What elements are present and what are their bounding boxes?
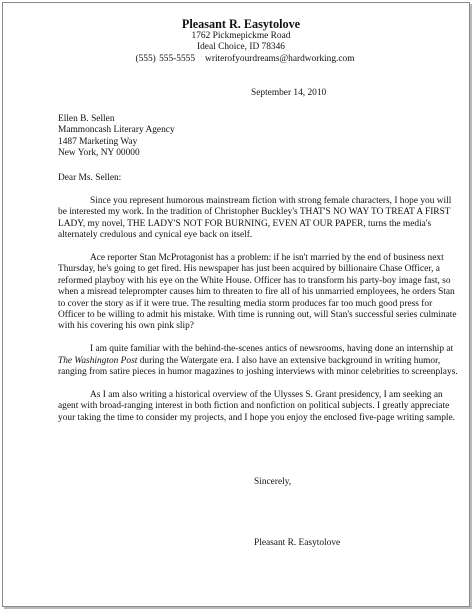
letter-page <box>2 2 470 607</box>
sender-contact <box>21 54 469 65</box>
letter-body <box>58 196 458 435</box>
recipient-agency: Mammoncash Literary Agency <box>58 125 175 136</box>
paragraph-synopsis: Ace reporter Stan McProtagonist has a problem: if he isn't married by the end of business next Thursday, he's going to get fired. His newspaper has just been acquired by billionaire Chase Officer, a reformed playboy with his eye on the White House. Officer has to transform his party-boy image fast, so when a misread teleprompter causes him to threaten to fire all of his unmarried employees, he orders Stan to cover the story as if it were true. The resulting media storm produces far too much good press for Officer to be willing to admit his mistake. With time is running out, will Stan's successful series culminate with his covering his own pink slip? <box>58 253 457 332</box>
recipient-street: 1487 Marketing Way <box>58 136 138 147</box>
paragraph-credentials-text-2: during the Watergate era. I also have an extensive background in writing humor, ranging from satire pieces in humor magazines to joshing interviews with minor celebrities to screenplays. <box>58 355 458 378</box>
letter-date: September 14, 2010 <box>251 88 327 98</box>
sender-city: Ideal Choice, ID 78346 <box>197 42 285 53</box>
recipient-name: Ellen B. Sellen <box>58 114 115 124</box>
sender-name: Pleasant R. Easytolove <box>181 17 301 31</box>
recipient-city: New York, NY 00000 <box>58 148 140 159</box>
signature-name: Pleasant R. Easytolove <box>254 538 341 548</box>
letterhead <box>3 17 469 65</box>
sender-phone: (555) 555-5555 <box>135 53 196 64</box>
paragraph-credentials <box>58 344 458 378</box>
sender-email: writerofyourdreams@hardworking.com <box>205 53 355 64</box>
sender-street: 1762 Pickmepickme Road <box>191 31 291 41</box>
salutation: Dear Ms. Sellen: <box>58 173 122 183</box>
publication-title: The Washington Post <box>58 355 138 366</box>
closing: Sincerely, <box>254 477 292 487</box>
recipient-address <box>58 114 175 160</box>
paragraph-intro: Since you represent humorous mainstream fiction with strong female characters, I hope you will be interested my work. In the tradition of Christopher Buckley's THAT'S NO WAY TO TREAT A FIRST LADY, my novel, THE LADY'S NOT FOR BURNING, EVEN AT OUR PAPER, turns the media's alternately credulous and cynical eye back on itself. <box>58 196 452 241</box>
paragraph-credentials-text-1: I am quite familiar with the behind-the-scenes antics of newsrooms, having done an internship at <box>90 344 454 355</box>
paragraph-closing: As I am also writing a historical overview of the Ulysses S. Grant presidency, I am seeking an agent with broad-ranging interest in both fiction and nonfiction on political subjects. I greatly appreciate your taking the time to consider my projects, and I hope you enjoy the enclosed five-page writing sample. <box>58 389 456 423</box>
